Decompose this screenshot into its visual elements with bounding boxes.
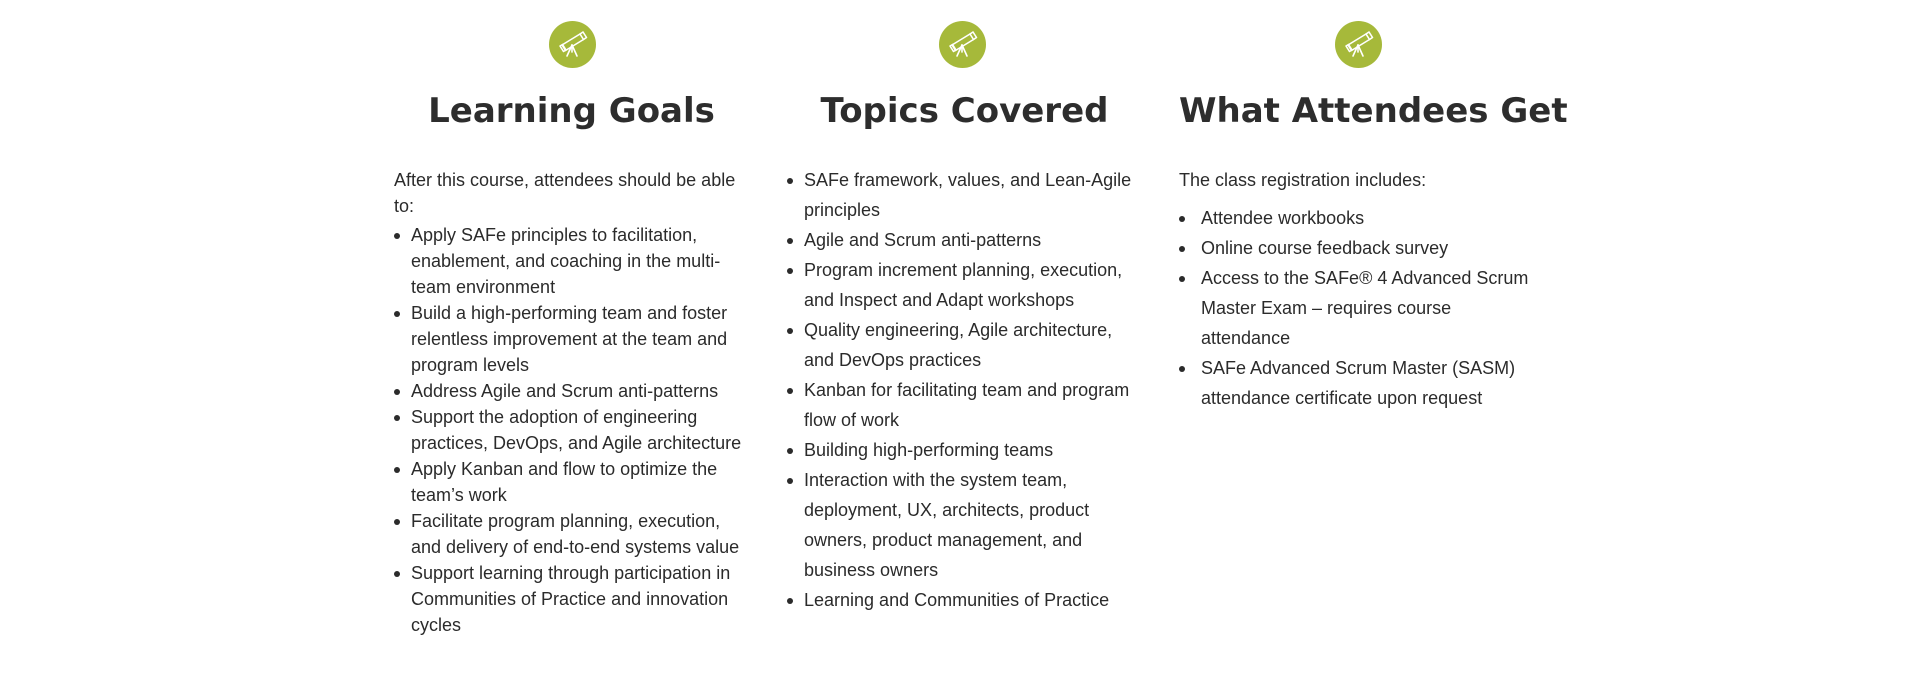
list-item: Address Agile and Scrum anti-patterns [394, 378, 749, 404]
list-item: Support the adoption of engineering practices, DevOps, and Agile architecture [394, 404, 749, 456]
column-body [787, 167, 1142, 615]
column-body [1179, 167, 1541, 413]
list-item: Apply SAFe principles to facilitation, enablement, and coaching in the multi-team environment [394, 222, 749, 300]
list-item: Quality engineering, Agile architecture, and DevOps practices [787, 315, 1142, 375]
column-intro: After this course, attendees should be able to: [394, 170, 736, 216]
bullet-list [787, 165, 1142, 615]
list-item: Kanban for facilitating team and program flow of work [787, 375, 1142, 435]
list-item: Agile and Scrum anti-patterns [787, 225, 1142, 255]
list-item: Apply Kanban and flow to optimize the team’s work [394, 456, 749, 508]
column-intro: The class registration includes: [1179, 170, 1427, 190]
list-item: Building high-performing teams [787, 435, 1142, 465]
list-item: Build a high-performing team and foster relentless improvement at the team and program levels [394, 300, 749, 378]
list-item: SAFe Advanced Scrum Master (SASM) attendance certificate upon request [1179, 353, 1541, 413]
list-item: Facilitate program planning, execution, and delivery of end-to-end systems value [394, 508, 749, 560]
list-item: Learning and Communities of Practice [787, 585, 1142, 615]
list-item: Online course feedback survey [1179, 233, 1541, 263]
list-item: Program increment planning, execution, and Inspect and Adapt workshops [787, 255, 1142, 315]
column-heading: Learning Goals [428, 91, 715, 131]
telescope-icon [549, 21, 596, 68]
list-item: SAFe framework, values, and Lean-Agile principles [787, 165, 1142, 225]
bullet-list [394, 222, 749, 638]
telescope-icon [939, 21, 986, 68]
column-heading: Topics Covered [820, 91, 1109, 131]
column-body [394, 167, 749, 638]
bullet-list [1179, 203, 1541, 413]
list-item: Attendee workbooks [1179, 203, 1541, 233]
list-item: Interaction with the system team, deployment, UX, architects, product owners, product management, and business owners [787, 465, 1142, 585]
list-item: Access to the SAFe® 4 Advanced Scrum Master Exam – requires course attendance [1179, 263, 1541, 353]
column-heading: What Attendees Get [1179, 91, 1568, 131]
telescope-icon [1335, 21, 1382, 68]
list-item: Support learning through participation in Communities of Practice and innovation cycles [394, 560, 749, 638]
